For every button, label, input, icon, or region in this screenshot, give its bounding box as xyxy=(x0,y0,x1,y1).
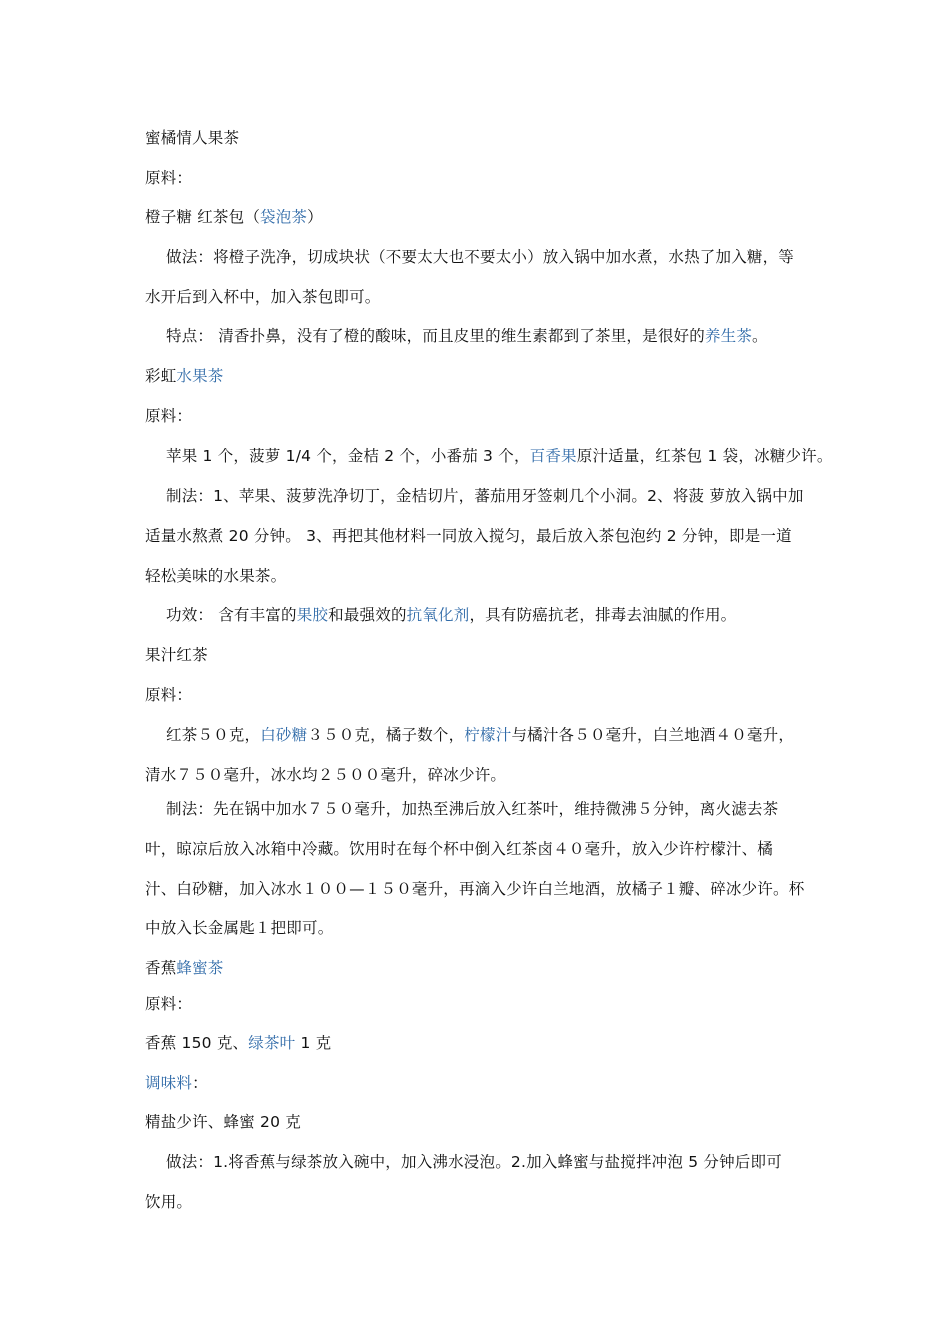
method-text xyxy=(145,566,286,586)
text-run: 原汁适量，红茶包 1 袋，冰糖少许。 xyxy=(576,447,833,465)
text-run: 香蕉 xyxy=(145,959,177,977)
seasoning-text xyxy=(145,1112,301,1132)
recipe-title xyxy=(145,366,224,386)
ingredients-label xyxy=(145,406,192,426)
method-text xyxy=(166,486,804,506)
text-run: 水开后到入杯中，加入茶包即可。 xyxy=(145,288,381,306)
hyperlink[interactable]: 百香果 xyxy=(529,447,577,465)
recipe-title xyxy=(145,128,239,148)
text-run: 和最强效的 xyxy=(328,606,407,624)
hyperlink[interactable]: 袋泡茶 xyxy=(260,208,308,226)
method-text xyxy=(166,1152,782,1172)
text-run: ３５０克，橘子数个， xyxy=(307,726,465,744)
text-run: ，具有防癌抗老，排毒去油腻的作用。 xyxy=(469,606,737,624)
ingredients-label xyxy=(145,168,192,188)
effect-text xyxy=(166,605,736,625)
text-run: 做法：将橙子洗净，切成块状（不要太大也不要太小）放入锅中加水煮，水热了加入糖，等 xyxy=(166,248,795,266)
hyperlink[interactable]: 白砂糖 xyxy=(260,726,308,744)
text-run: 饮用。 xyxy=(145,1193,193,1211)
text-run: 与橘汁各５０毫升，白兰地酒４０毫升， xyxy=(511,726,795,744)
text-run: 彩虹 xyxy=(145,367,177,385)
recipe-title xyxy=(145,645,208,665)
text-run: 橙子糖 红茶包（ xyxy=(145,208,261,226)
text-run: 轻松美味的水果茶。 xyxy=(145,567,287,585)
text-run: 1 克 xyxy=(295,1034,332,1052)
method-text xyxy=(145,918,333,938)
ingredients-text xyxy=(145,765,506,785)
method-text xyxy=(166,247,794,267)
ingredients-label xyxy=(145,994,192,1014)
method-text xyxy=(145,1192,192,1212)
text-run: 中放入长金属匙１把即可。 xyxy=(145,919,334,937)
text-run: 苹果 1 个，菠萝 1/4 个，金桔 2 个，小番茄 3 个， xyxy=(166,447,530,465)
text-run: 果汁红茶 xyxy=(145,646,208,664)
ingredients-text xyxy=(166,725,794,745)
method-text xyxy=(145,526,792,546)
text-run: 香蕉 150 克、 xyxy=(145,1034,249,1052)
seasoning-label xyxy=(145,1073,208,1093)
ingredients-label xyxy=(145,685,192,705)
feature-text xyxy=(166,326,768,346)
hyperlink[interactable]: 果胶 xyxy=(296,606,329,624)
text-run: 适量水熬煮 20 分钟。 3、再把其他材料一同放入搅匀，最后放入茶包泡约 2 分钟，即是一道 xyxy=(145,527,792,545)
hyperlink[interactable]: 蜂蜜茶 xyxy=(176,959,224,977)
text-run: ： xyxy=(192,1074,208,1092)
text-run: 红茶５０克， xyxy=(166,726,261,744)
text-run: 精盐少许、蜂蜜 20 克 xyxy=(145,1113,301,1131)
ingredients-text xyxy=(145,207,323,227)
method-text xyxy=(166,799,778,819)
text-run: 汁、白砂糖，加入冰水１００—１５０毫升，再滴入少许白兰地酒，放橘子１瓣、碎冰少许。杯 xyxy=(145,880,805,898)
text-run: 清水７５０毫升，冰水均２５００毫升，碎冰少许。 xyxy=(145,766,507,784)
text-run: 特点： 清香扑鼻，没有了橙的酸味，而且皮里的维生素都到了茶里，是很好的 xyxy=(166,327,705,345)
text-run: 原料： xyxy=(145,407,193,425)
hyperlink[interactable]: 绿茶叶 xyxy=(248,1034,296,1052)
method-text xyxy=(145,839,773,859)
hyperlink[interactable]: 抗氧化剂 xyxy=(406,606,470,624)
ingredients-text xyxy=(166,446,833,466)
text-run: 功效： 含有丰富的 xyxy=(166,606,297,624)
text-run: 。 xyxy=(752,327,768,345)
method-text xyxy=(145,879,804,899)
hyperlink[interactable]: 调味料 xyxy=(145,1074,193,1092)
text-run: 制法：1、苹果、菠萝洗净切丁，金桔切片，蕃茄用牙签刺几个小洞。2、将菠 萝放入锅中加 xyxy=(166,487,804,505)
text-run: 原料： xyxy=(145,686,193,704)
text-run: 原料： xyxy=(145,995,193,1013)
text-run: 蜜橘情人果茶 xyxy=(145,129,240,147)
hyperlink[interactable]: 柠檬汁 xyxy=(464,726,512,744)
text-run: 叶，晾凉后放入冰箱中冷藏。饮用时在每个杯中倒入红茶卤４０毫升，放入少许柠檬汁、橘 xyxy=(145,840,774,858)
method-text xyxy=(145,287,381,307)
ingredients-text xyxy=(145,1033,331,1053)
text-run: ） xyxy=(307,208,323,226)
text-run: 做法：1.将香蕉与绿茶放入碗中，加入沸水浸泡。2.加入蜂蜜与盐搅拌冲泡 5 分钟后即可 xyxy=(166,1153,782,1171)
hyperlink[interactable]: 养生茶 xyxy=(704,327,753,345)
text-run: 制法：先在锅中加水７５０毫升，加热至沸后放入红茶叶，维持微沸５分钟，离火滤去茶 xyxy=(166,800,779,818)
recipe-title xyxy=(145,958,224,978)
hyperlink[interactable]: 水果茶 xyxy=(176,367,224,385)
text-run: 原料： xyxy=(145,169,193,187)
